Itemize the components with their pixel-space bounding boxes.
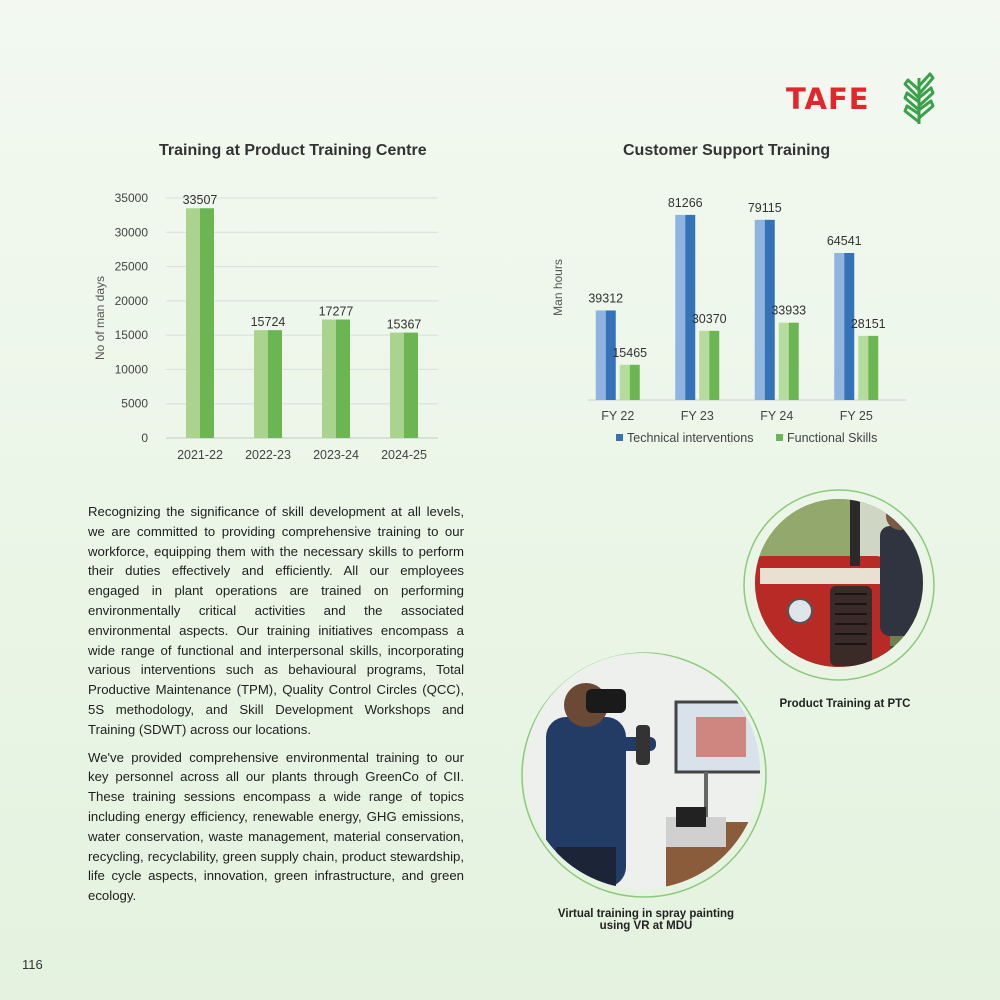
data-label: 15465: [612, 345, 648, 360]
bar: [755, 220, 765, 400]
data-label: 33933: [771, 303, 807, 318]
bar: [789, 323, 799, 400]
y-tick-label: 20000: [114, 293, 148, 308]
bar: [699, 331, 709, 400]
data-label: 81266: [667, 195, 703, 210]
bar: [254, 330, 268, 438]
data-label: 39312: [588, 291, 624, 306]
x-tick-label: 2024-25: [381, 448, 427, 462]
bar: [834, 253, 844, 400]
bar: [200, 208, 214, 438]
bar: [404, 333, 418, 438]
y-tick-label: 15000: [114, 328, 148, 343]
data-label: 15367: [386, 317, 422, 332]
y-axis-label: Man hours: [551, 259, 565, 316]
tafe-logo: [786, 68, 936, 128]
bar: [675, 215, 685, 400]
y-tick-label: 5000: [121, 396, 148, 411]
legend-swatch: [616, 434, 623, 441]
paragraph-2: We've provided comprehensive environmental training to our key personnel across all our plants through GreenCo of CII. These training sessions encompass a wide range of topics including energy efficiency, renewable energy, GHG emissions, water conservation, waste management, material conservation, recycling, recyclability, green supply chain, product stewardship, life cycle aspects, innovation, green infrastructure, and green ecology.: [88, 749, 464, 904]
caption-product-training: Product Training at PTC: [779, 698, 911, 710]
y-tick-label: 10000: [114, 362, 148, 377]
logo-wordmark: TAFE: [786, 82, 870, 116]
x-tick-label: 2023-24: [313, 448, 359, 462]
bar: [336, 320, 350, 438]
legend-label: Technical interventions: [627, 431, 754, 445]
x-tick-label: FY 24: [760, 409, 794, 423]
y-tick-label: 35000: [114, 191, 148, 205]
y-axis-label: No of man days: [93, 275, 107, 361]
page-number: 116: [22, 957, 43, 972]
x-tick-label: FY 25: [839, 409, 873, 423]
caption-vr-line1: Virtual training in spray painting: [557, 908, 735, 920]
chart2-customer-support: [540, 175, 920, 465]
bar: [858, 336, 868, 400]
x-tick-label: 2022-23: [245, 448, 291, 462]
x-tick-label: 2021-22: [177, 448, 223, 462]
chart2-title: Customer Support Training: [623, 142, 831, 159]
bar: [322, 320, 336, 438]
data-label: 15724: [250, 315, 286, 330]
caption-vr-line2: using VR at MDU: [599, 920, 693, 932]
data-label: 28151: [850, 316, 886, 331]
bar: [596, 310, 606, 400]
legend-swatch: [776, 434, 783, 441]
body-text: [88, 502, 464, 914]
data-label: 30370: [691, 311, 727, 326]
x-tick-label: FY 22: [601, 409, 635, 423]
caption-vr-training: [536, 908, 756, 932]
data-label: 79115: [747, 200, 782, 215]
y-tick-label: 0: [141, 431, 148, 445]
chart1-title: Training at Product Training Centre: [159, 142, 427, 159]
bar: [620, 365, 630, 400]
chart1-product-training: [80, 180, 450, 470]
bar: [779, 323, 789, 400]
bar: [709, 331, 719, 400]
bar: [390, 333, 404, 438]
bar: [630, 365, 640, 400]
x-tick-label: FY 23: [680, 409, 714, 423]
paragraph-1: Recognizing the significance of skill development at all levels, we are committed to providing comprehensive training to our workforce, equipping them with the necessary skills to perform their duties effectively and efficiently. All our employees engaged in plant operations are trained on performing environmentally critical activities and the associated environmental aspects. Our training initiatives encompass a wide range of functional and interpersonal skills, incorporating various interventions such as behavioural programs, Total Productive Maintenance (TPM), Quality Control Circles (QCC), 5S methodology, and Skill Development Workshops and Training (SDWT) across our locations.: [88, 504, 464, 737]
bar: [186, 208, 200, 438]
data-label: 17277: [318, 304, 354, 319]
y-tick-label: 25000: [114, 259, 148, 274]
photo-vr-training: [516, 647, 772, 903]
data-label: 33507: [182, 193, 218, 208]
bar: [685, 215, 695, 400]
leaf-icon: [902, 68, 936, 126]
bar: [868, 336, 878, 400]
data-label: 64541: [826, 233, 862, 248]
bar: [268, 330, 282, 438]
y-tick-label: 30000: [114, 225, 148, 240]
legend-label: Functional Skills: [787, 431, 878, 445]
